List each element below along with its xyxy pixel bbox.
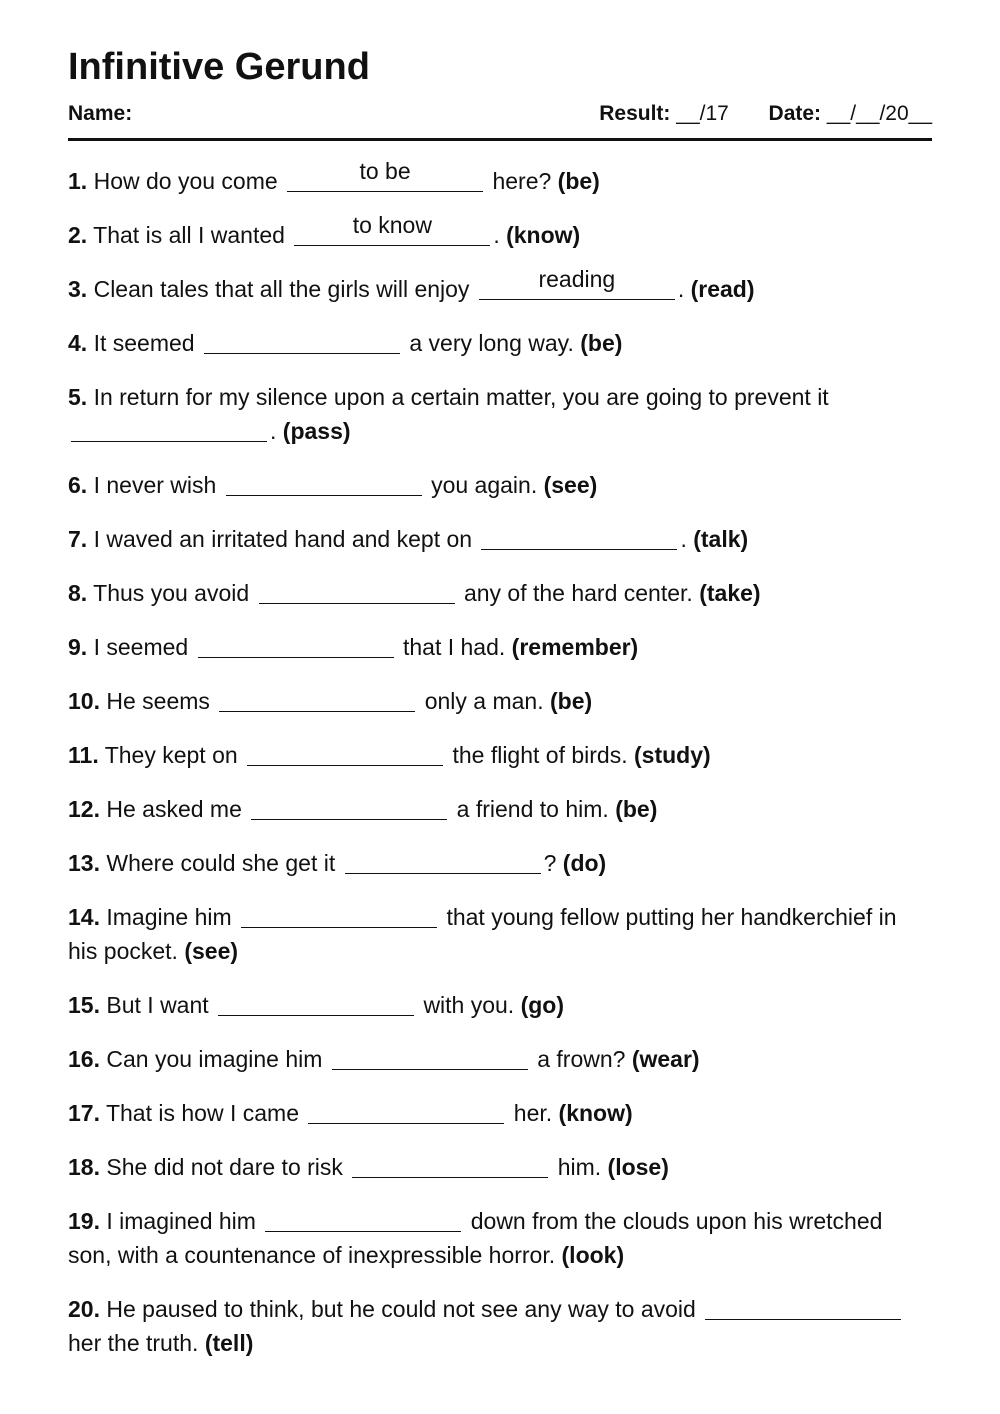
- question-number: 18.: [68, 1154, 100, 1180]
- question-text-after: her the truth.: [68, 1330, 199, 1356]
- question-text-before: In return for my silence upon a certain matter, you are going to prevent it: [93, 384, 829, 410]
- question-number: 17.: [68, 1100, 100, 1126]
- header-divider: [68, 138, 932, 141]
- verb-hint: (be): [615, 796, 658, 822]
- question-number: 10.: [68, 688, 100, 714]
- answer-blank[interactable]: [705, 1295, 901, 1320]
- verb-hint: (talk): [693, 526, 749, 552]
- question-item: [68, 792, 932, 826]
- question-item: [68, 1150, 932, 1184]
- verb-hint: (be): [557, 168, 600, 194]
- answer-blank[interactable]: [198, 633, 394, 658]
- question-text-after: her.: [513, 1100, 553, 1126]
- answer-blank[interactable]: [204, 329, 400, 354]
- question-text-after: ?: [543, 850, 557, 876]
- worksheet-title: Infinitive Gerund: [68, 46, 370, 88]
- question-number: 8.: [68, 580, 88, 606]
- verb-hint: (read): [690, 276, 755, 302]
- question-item: [68, 988, 932, 1022]
- question-number: 5.: [68, 384, 88, 410]
- date-label: Date:: [768, 102, 822, 125]
- answer-blank[interactable]: [481, 525, 677, 550]
- answer-text: reading: [538, 266, 616, 292]
- answer-blank[interactable]: [259, 579, 455, 604]
- question-text-before: I never wish: [93, 472, 217, 498]
- question-text-before: I imagined him: [106, 1208, 256, 1234]
- question-item: [68, 738, 932, 772]
- verb-hint: (pass): [282, 418, 351, 444]
- verb-hint: (see): [184, 938, 239, 964]
- verb-hint: (remember): [511, 634, 639, 660]
- question-number: 14.: [68, 904, 100, 930]
- name-label: Name:: [68, 102, 133, 125]
- question-text-after: only a man.: [424, 688, 544, 714]
- verb-hint: (know): [558, 1100, 633, 1126]
- question-item: [68, 158, 932, 198]
- result-date: [599, 102, 932, 126]
- question-number: 2.: [68, 222, 88, 248]
- answer-blank[interactable]: [345, 849, 541, 874]
- question-text-before: It seemed: [93, 330, 195, 356]
- verb-hint: (be): [580, 330, 623, 356]
- question-text-after: here?: [492, 168, 552, 194]
- question-text-before: That is all I wanted: [93, 222, 285, 248]
- answer-blank[interactable]: [247, 741, 443, 766]
- verb-hint: (tell): [204, 1330, 254, 1356]
- question-item: [68, 1042, 932, 1076]
- verb-hint: (know): [506, 222, 581, 248]
- question-text-before: She did not dare to risk: [106, 1154, 343, 1180]
- question-text-before: Can you imagine him: [106, 1046, 323, 1072]
- verb-hint: (wear): [631, 1046, 700, 1072]
- question-text-before: I waved an irritated hand and kept on: [93, 526, 473, 552]
- answer-blank[interactable]: [241, 903, 437, 928]
- verb-hint: (lose): [607, 1154, 669, 1180]
- question-item: [68, 266, 932, 306]
- question-item: [68, 684, 932, 718]
- question-text-before: They kept on: [104, 742, 238, 768]
- answer-blank[interactable]: [265, 1207, 461, 1232]
- result-label: Result:: [599, 102, 671, 125]
- question-text-before: Imagine him: [106, 904, 232, 930]
- question-number: 13.: [68, 850, 100, 876]
- date-value: __/__/20__: [826, 102, 932, 125]
- question-text-after: with you.: [423, 992, 515, 1018]
- answer-blank[interactable]: [251, 795, 447, 820]
- question-number: 4.: [68, 330, 88, 356]
- question-number: 3.: [68, 276, 88, 302]
- answer-blank[interactable]: [294, 212, 490, 246]
- question-text-before: He asked me: [106, 796, 242, 822]
- question-text-before: He paused to think, but he could not see any way to avoid: [106, 1296, 696, 1322]
- question-number: 9.: [68, 634, 88, 660]
- question-text-before: He seems: [106, 688, 210, 714]
- question-text-after: .: [493, 222, 500, 248]
- question-number: 11.: [68, 742, 99, 768]
- question-number: 12.: [68, 796, 100, 822]
- question-text-after: that I had.: [402, 634, 506, 660]
- answer-blank[interactable]: [479, 266, 675, 300]
- worksheet-meta: [68, 102, 932, 130]
- question-text-after: .: [677, 276, 685, 302]
- question-text-before: How do you come: [93, 168, 278, 194]
- question-item: [68, 846, 932, 880]
- verb-hint: (take): [699, 580, 761, 606]
- question-text-after: him.: [557, 1154, 602, 1180]
- answer-blank[interactable]: [219, 687, 415, 712]
- question-item: [68, 326, 932, 360]
- question-text-after: .: [680, 526, 687, 552]
- question-text-after: down from the clouds upon his wretched son, with a countenance of inexpressible horror.: [68, 1208, 883, 1268]
- verb-hint: (see): [543, 472, 598, 498]
- verb-hint: (look): [561, 1242, 625, 1268]
- answer-blank[interactable]: [287, 158, 483, 192]
- answer-blank[interactable]: [352, 1153, 548, 1178]
- question-item: [68, 1096, 932, 1130]
- question-item: [68, 1204, 932, 1272]
- question-number: 19.: [68, 1208, 100, 1234]
- verb-hint: (study): [634, 742, 711, 768]
- question-item: [68, 630, 932, 664]
- answer-blank[interactable]: [226, 471, 422, 496]
- answer-text: to be: [359, 158, 411, 184]
- question-item: [68, 468, 932, 502]
- question-text-after: .: [270, 418, 277, 444]
- question-text-before: But I want: [106, 992, 209, 1018]
- question-text-before: Thus you avoid: [93, 580, 250, 606]
- question-text-after: a very long way.: [409, 330, 574, 356]
- answer-blank[interactable]: [308, 1099, 504, 1124]
- question-text-before: Where could she get it: [106, 850, 336, 876]
- question-item: [68, 212, 932, 252]
- answer-blank[interactable]: [71, 417, 267, 442]
- answer-blank[interactable]: [218, 991, 414, 1016]
- question-text-before: Clean tales that all the girls will enjoy: [93, 276, 470, 302]
- question-text-after: a friend to him.: [456, 796, 609, 822]
- question-text-after: the flight of birds.: [452, 742, 628, 768]
- question-item: [68, 522, 932, 556]
- question-number: 7.: [68, 526, 88, 552]
- question-text-after: you again.: [431, 472, 538, 498]
- verb-hint: (go): [520, 992, 565, 1018]
- verb-hint: (be): [550, 688, 593, 714]
- question-number: 16.: [68, 1046, 100, 1072]
- question-list: [68, 158, 932, 1380]
- question-text-before: I seemed: [93, 634, 189, 660]
- question-item: [68, 900, 932, 968]
- question-text-after: a frown?: [537, 1046, 626, 1072]
- question-text-after: any of the hard center.: [463, 580, 693, 606]
- question-number: 1.: [68, 168, 88, 194]
- question-item: [68, 1292, 932, 1360]
- answer-text: to know: [352, 212, 432, 238]
- verb-hint: (do): [562, 850, 607, 876]
- question-number: 6.: [68, 472, 88, 498]
- result-value: __/17: [676, 102, 729, 125]
- question-item: [68, 380, 932, 448]
- question-text-before: That is how I came: [105, 1100, 299, 1126]
- question-item: [68, 576, 932, 610]
- question-number: 15.: [68, 992, 100, 1018]
- answer-blank[interactable]: [332, 1045, 528, 1070]
- question-text-after: that young fellow putting her handkerchief in his pocket.: [68, 904, 897, 964]
- question-number: 20.: [68, 1296, 100, 1322]
